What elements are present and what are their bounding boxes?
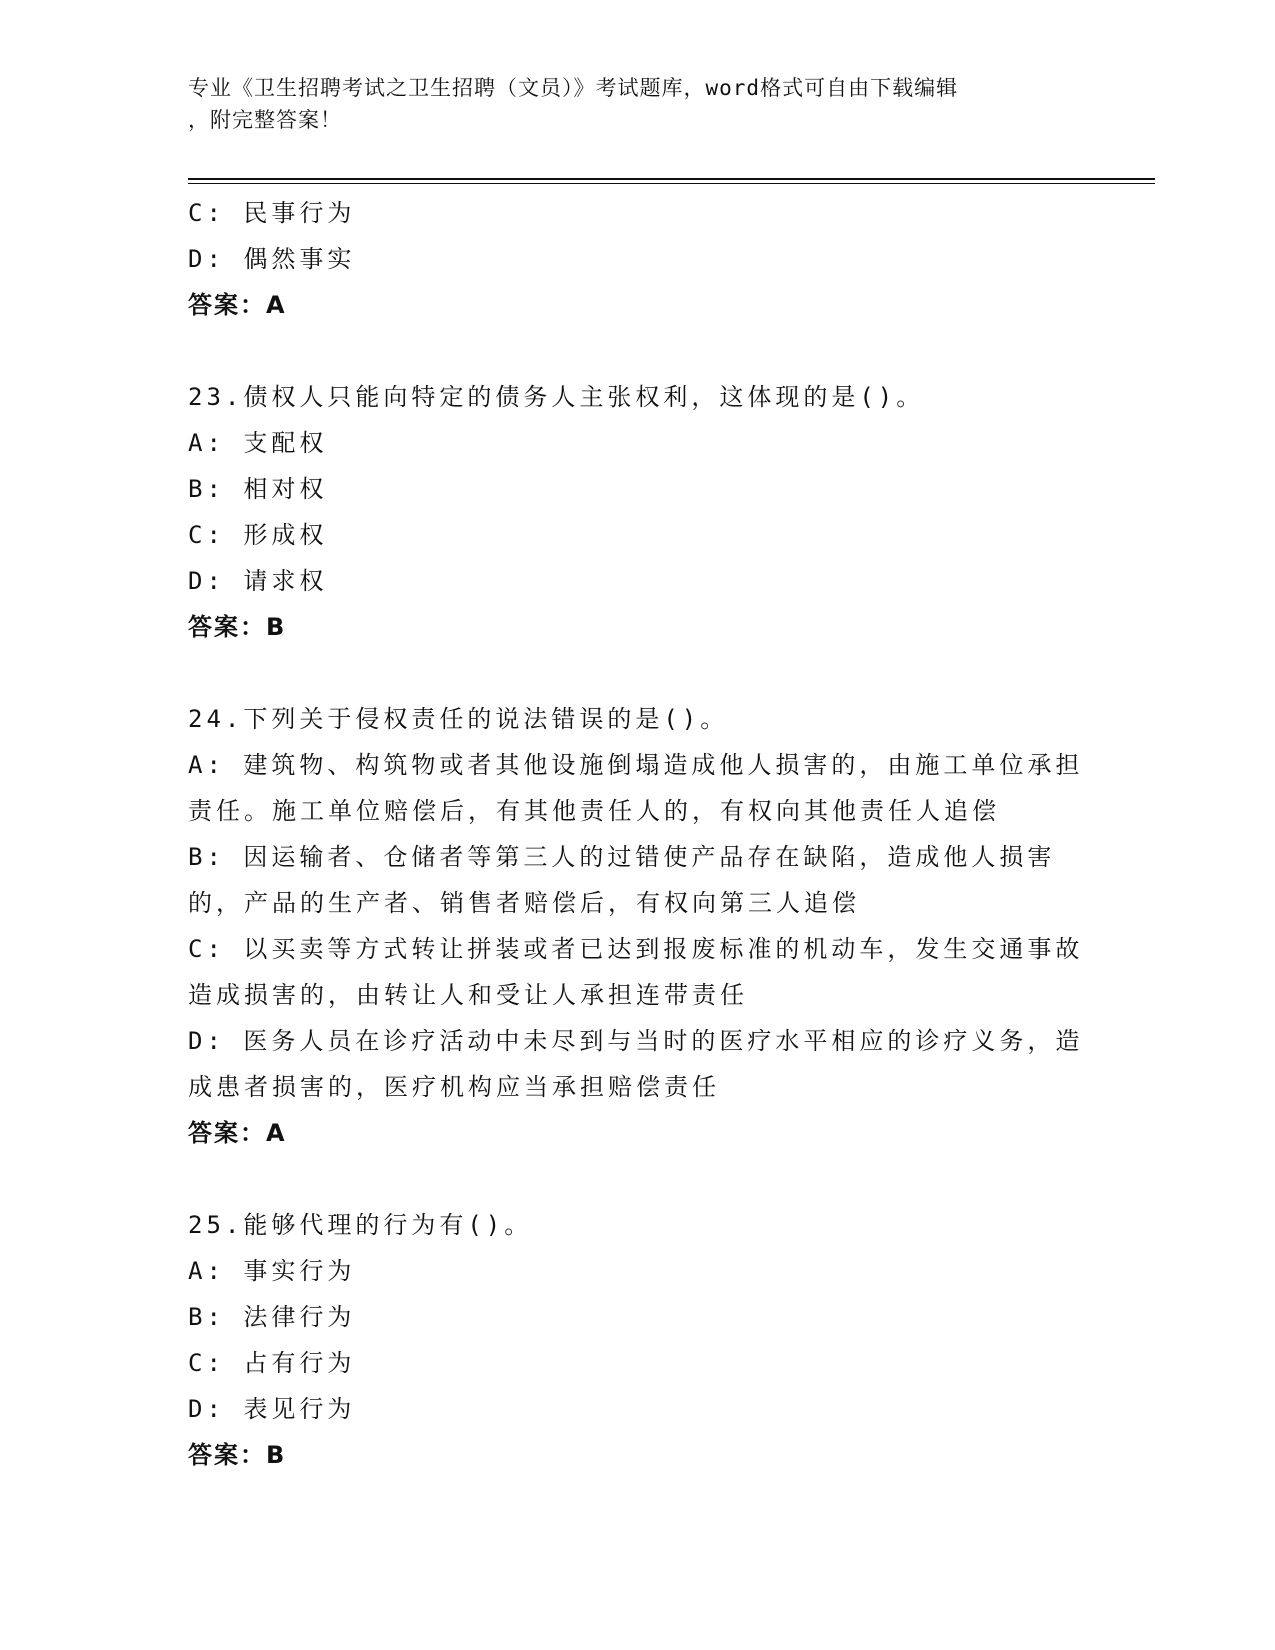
option-d: D: 医务人员在诊疗活动中未尽到与当时的医疗水平相应的诊疗义务，造成患者损害的，医疗机构应当承担赔偿责任 <box>188 1027 1084 1101</box>
question-25 <box>188 1202 1088 1478</box>
option-d: D: 请求权 <box>188 567 328 595</box>
document-header <box>188 72 1068 136</box>
header-divider-thick <box>188 178 1155 180</box>
answer-line: 答案：A <box>188 291 287 319</box>
answer-line: 答案：B <box>188 1441 287 1469</box>
option-b: B: 法律行为 <box>188 1303 356 1331</box>
previous-question-tail <box>188 190 1088 328</box>
option-c: C: 民事行为 <box>188 199 356 227</box>
question-stem: 24.下列关于侵权责任的说法错误的是()。 <box>188 705 729 733</box>
option-a: A: 事实行为 <box>188 1257 356 1285</box>
question-stem: 23.债权人只能向特定的债务人主张权利，这体现的是()。 <box>188 383 925 411</box>
header-divider-thin <box>188 183 1155 184</box>
option-d: D: 表见行为 <box>188 1395 356 1423</box>
option-c: C: 占有行为 <box>188 1349 356 1377</box>
option-c: C: 以买卖等方式转让拼装或者已达到报废标准的机动车，发生交通事故造成损害的，由转让人和受让人承担连带责任 <box>188 935 1084 1009</box>
question-23 <box>188 374 1088 650</box>
option-b: B: 相对权 <box>188 475 328 503</box>
question-24 <box>188 696 1088 1156</box>
option-b: B: 因运输者、仓储者等第三人的过错使产品存在缺陷，造成他人损害的，产品的生产者、销售者赔偿后，有权向第三人追偿 <box>188 843 1056 917</box>
option-c: C: 形成权 <box>188 521 328 549</box>
question-content <box>188 190 1088 1478</box>
header-line-2: ，附完整答案！ <box>188 108 342 132</box>
header-line-1: 专业《卫生招聘考试之卫生招聘（文员）》考试题库，word格式可自由下载编辑 <box>188 76 959 100</box>
option-a: A: 支配权 <box>188 429 328 457</box>
answer-line: 答案：A <box>188 1119 287 1147</box>
option-d: D: 偶然事实 <box>188 245 356 273</box>
option-a: A: 建筑物、构筑物或者其他设施倒塌造成他人损害的，由施工单位承担责任。施工单位赔偿后，有其他责任人的，有权向其他责任人追偿 <box>188 751 1084 825</box>
question-stem: 25.能够代理的行为有()。 <box>188 1211 533 1239</box>
answer-line: 答案：B <box>188 613 287 641</box>
